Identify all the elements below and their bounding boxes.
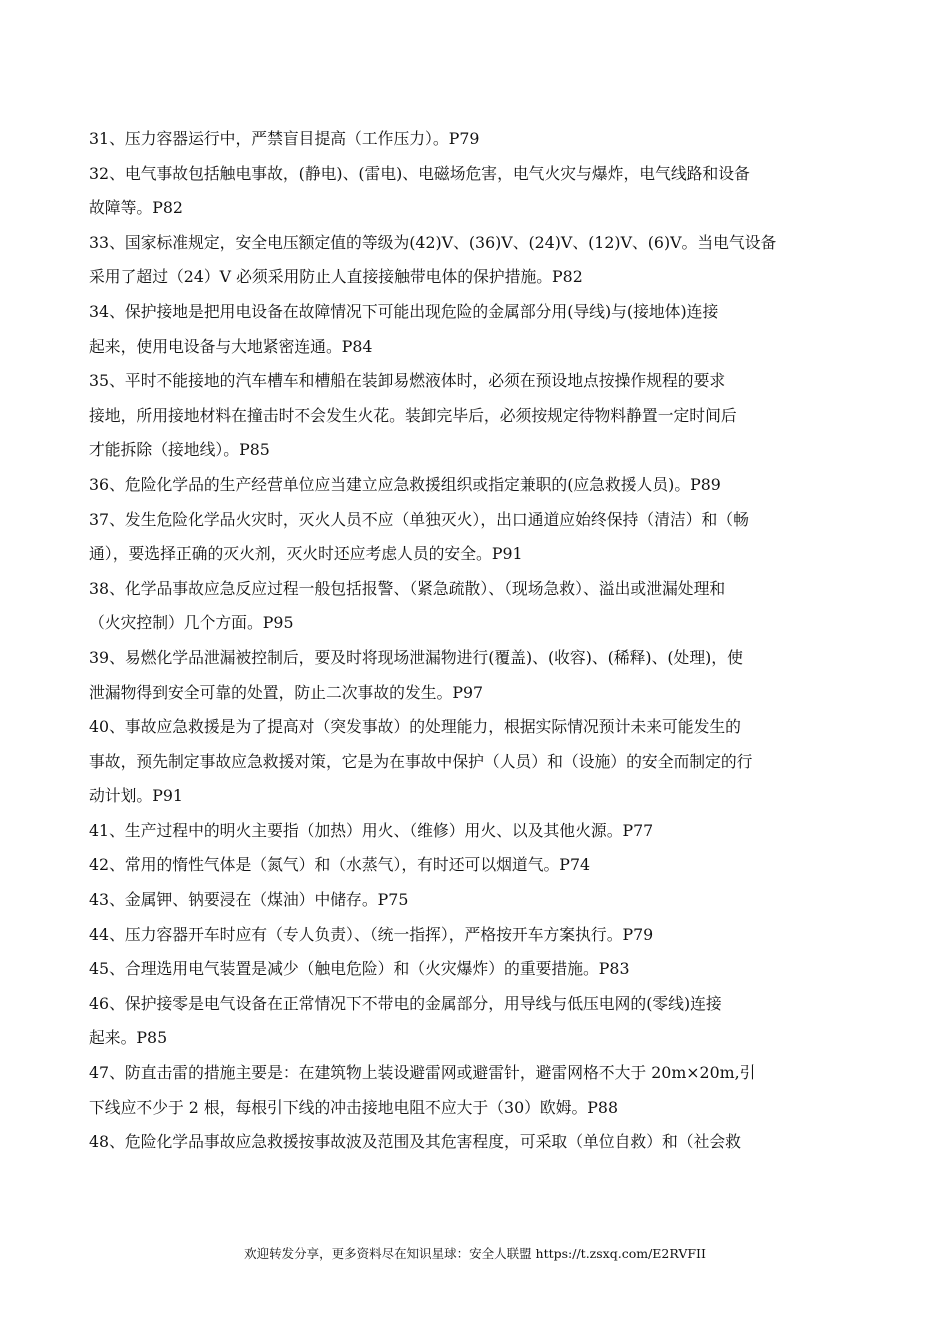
text-line: 38、化学品事故应急反应过程一般包括报警、（紧急疏散）、（现场急救）、溢出或泄漏处理和	[89, 578, 726, 598]
text-line: 45、合理选用电气装置是减少（触电危险）和（火灾爆炸）的重要措施。P83	[89, 959, 630, 979]
text-line: 43、金属钾、钠要浸在（煤油）中储存。P75	[89, 890, 409, 910]
text-line: 接地，所用接地材料在撞击时不会发生火花。装卸完毕后，必须按规定待物料静置一定时间后	[89, 405, 737, 425]
text-line: 36、危险化学品的生产经营单位应当建立应急救援组织或指定兼职的(应急救援人员)。P89	[89, 474, 721, 494]
text-line: 故障等。P82	[89, 198, 183, 218]
text-line: 34、保护接地是把用电设备在故障情况下可能出现危险的金属部分用(导线)与(接地体)连接	[89, 301, 719, 321]
text-line: 37、发生危险化学品火灾时，灭火人员不应（单独灭火），出口通道应始终保持（清洁）和（畅	[89, 509, 749, 529]
page-footer: 欢迎转发分享，更多资料尽在知识星球：安全人联盟 https://t.zsxq.com/E2RVFII	[244, 1246, 706, 1261]
text-line: 事故，预先制定事故应急救援对策，它是为在事故中保护（人员）和（设施）的安全而制定的行	[89, 751, 753, 771]
text-line: 46、保护接零是电气设备在正常情况下不带电的金属部分，用导线与低压电网的(零线)连接	[89, 993, 722, 1013]
text-line: 32、电气事故包括触电事故，(静电)、(雷电)、电磁场危害，电气火灾与爆炸，电气线路和设备	[89, 163, 750, 183]
text-line: 42、常用的惰性气体是（氮气）和（水蒸气），有时还可以烟道气。P74	[89, 855, 591, 875]
text-line: 泄漏物得到安全可靠的处置，防止二次事故的发生。P97	[89, 682, 484, 702]
text-line: 35、平时不能接地的汽车槽车和槽船在装卸易燃液体时，必须在预设地点按操作规程的要求	[89, 371, 726, 391]
text-line: （火灾控制）几个方面。P95	[89, 613, 294, 633]
text-line: 才能拆除（接地线）。P85	[89, 440, 270, 460]
text-line: 起来，使用电设备与大地紧密连通。P84	[89, 336, 373, 356]
text-line: 通），要选择正确的灭火剂，灭火时还应考虑人员的安全。P91	[89, 544, 523, 564]
text-line: 40、事故应急救援是为了提高对（突发事故）的处理能力，根据实际情况预计未来可能发生的	[89, 717, 741, 737]
text-line: 44、压力容器开车时应有（专人负责）、（统一指挥），严格按开车方案执行。P79	[89, 924, 654, 944]
text-line: 起来。P85	[89, 1028, 168, 1048]
text-line: 41、生产过程中的明火主要指（加热）用火、（维修）用火、以及其他火源。P77	[89, 820, 654, 840]
text-line: 采用了超过（24）V 必须采用防止人直接接触带电体的保护措施。P82	[89, 267, 583, 287]
text-line: 动计划。P91	[89, 786, 183, 806]
text-line: 47、防直击雷的措施主要是：在建筑物上装设避雷网或避雷针，避雷网格不大于 20m×20m,引	[89, 1063, 756, 1083]
text-line: 39、易燃化学品泄漏被控制后，要及时将现场泄漏物进行(覆盖)、(收容)、(稀释)、(处理)，使	[89, 647, 743, 667]
text-line: 31、压力容器运行中，严禁盲目提高（工作压力）。P79	[89, 129, 480, 148]
document-body	[89, 122, 861, 1160]
text-line: 48、危险化学品事故应急救援按事故波及范围及其危害程度，可采取（单位自救）和（社会救	[89, 1132, 741, 1152]
text-line: 33、国家标准规定，安全电压额定值的等级为(42)V、(36)V、(24)V、(12)V、(6)V。当电气设备	[89, 232, 777, 252]
text-line: 下线应不少于 2 根，每根引下线的冲击接地电阻不应大于（30）欧姆。P88	[89, 1097, 619, 1117]
